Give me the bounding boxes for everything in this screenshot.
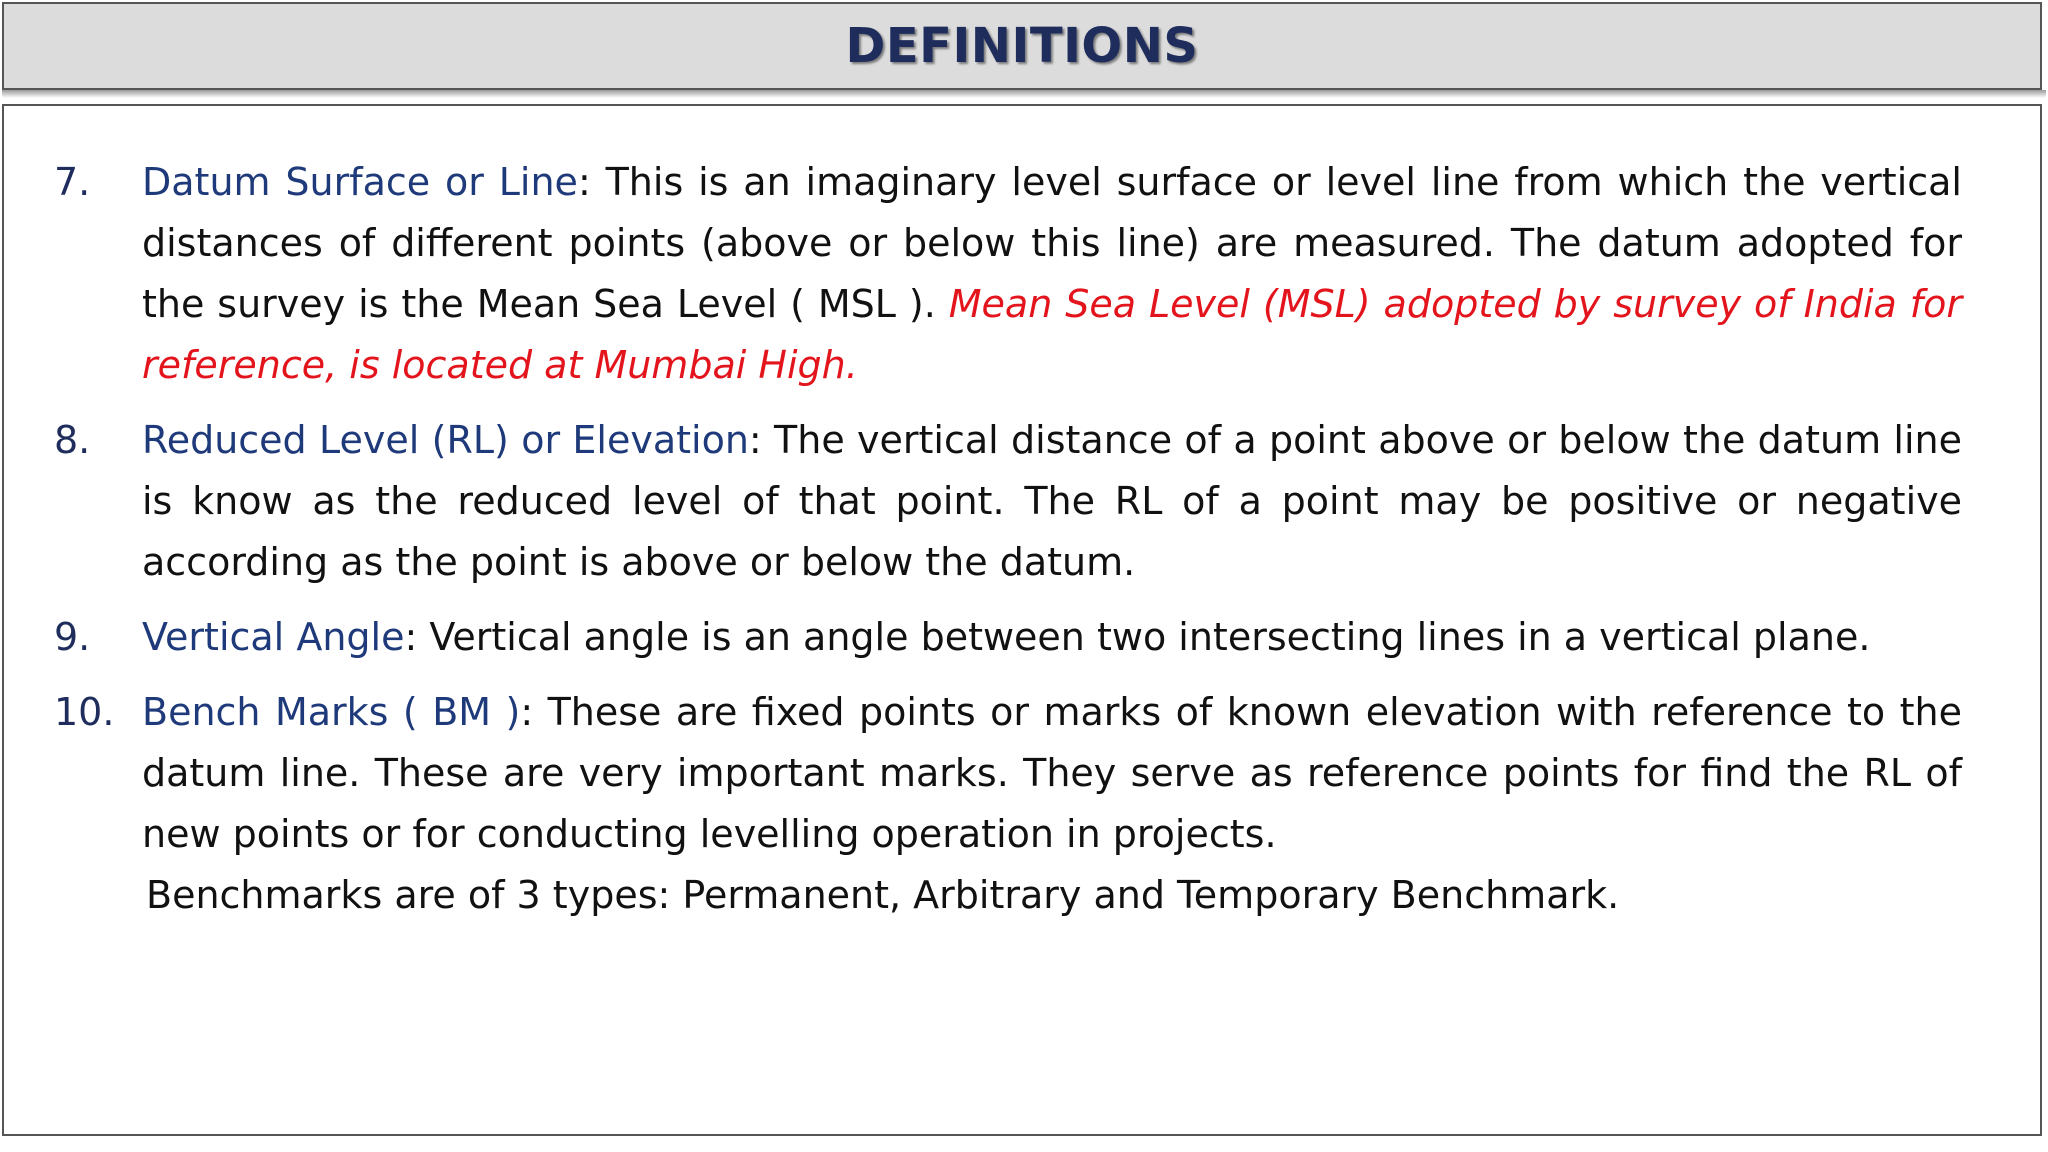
definition-text: : The vertical distance of a point above or below the datum line is know as the reduced level of that point. The RL of a point may be positive or negative according as the point is above or below the datum.	[142, 418, 1962, 584]
definition-item-9	[54, 607, 1962, 668]
definition-body	[142, 607, 1962, 668]
definition-item-7	[54, 152, 1962, 396]
definition-number: 7.	[54, 160, 91, 204]
page-title: DEFINITIONS	[845, 18, 1199, 74]
definition-number: 10.	[54, 690, 115, 734]
definition-item-8	[54, 410, 1962, 593]
definition-term: Datum Surface or Line	[142, 160, 578, 204]
benchmark-types-line: Benchmarks are of 3 types: Permanent, Arbitrary and Temporary Benchmark.	[146, 873, 1620, 917]
title-bar	[2, 2, 2042, 90]
content-panel	[2, 104, 2042, 1136]
definition-term: Reduced Level (RL) or Elevation	[142, 418, 749, 462]
definition-body	[142, 152, 1962, 396]
definitions-list	[54, 152, 1962, 926]
title-bar-shadow	[2, 90, 2046, 98]
definition-body	[142, 682, 1962, 865]
definition-term: Vertical Angle	[142, 615, 405, 659]
definition-text: : Vertical angle is an angle between two intersecting lines in a vertical plane.	[404, 615, 1871, 659]
definition-text: : This is an imaginary level surface or level line from which the vertical distances of different points (above or below this line) are measured. The datum adopted for the survey is the Mean Sea Level ( MSL ).	[142, 160, 1962, 326]
definition-note: Mean Sea Level (MSL) adopted by survey of India for reference, is located at Mumbai High.	[142, 282, 1963, 387]
definition-term: Bench Marks ( BM )	[142, 690, 521, 734]
definition-number: 8.	[54, 418, 91, 462]
definition-text: : These are fixed points or marks of known elevation with reference to the datum line. These are very important marks. They serve as reference points for find the RL of new points or for conducting levelling operation in projects.	[142, 690, 1962, 856]
definition-number: 9.	[54, 615, 91, 659]
definition-body	[142, 410, 1962, 593]
definition-item-10	[54, 682, 1962, 865]
